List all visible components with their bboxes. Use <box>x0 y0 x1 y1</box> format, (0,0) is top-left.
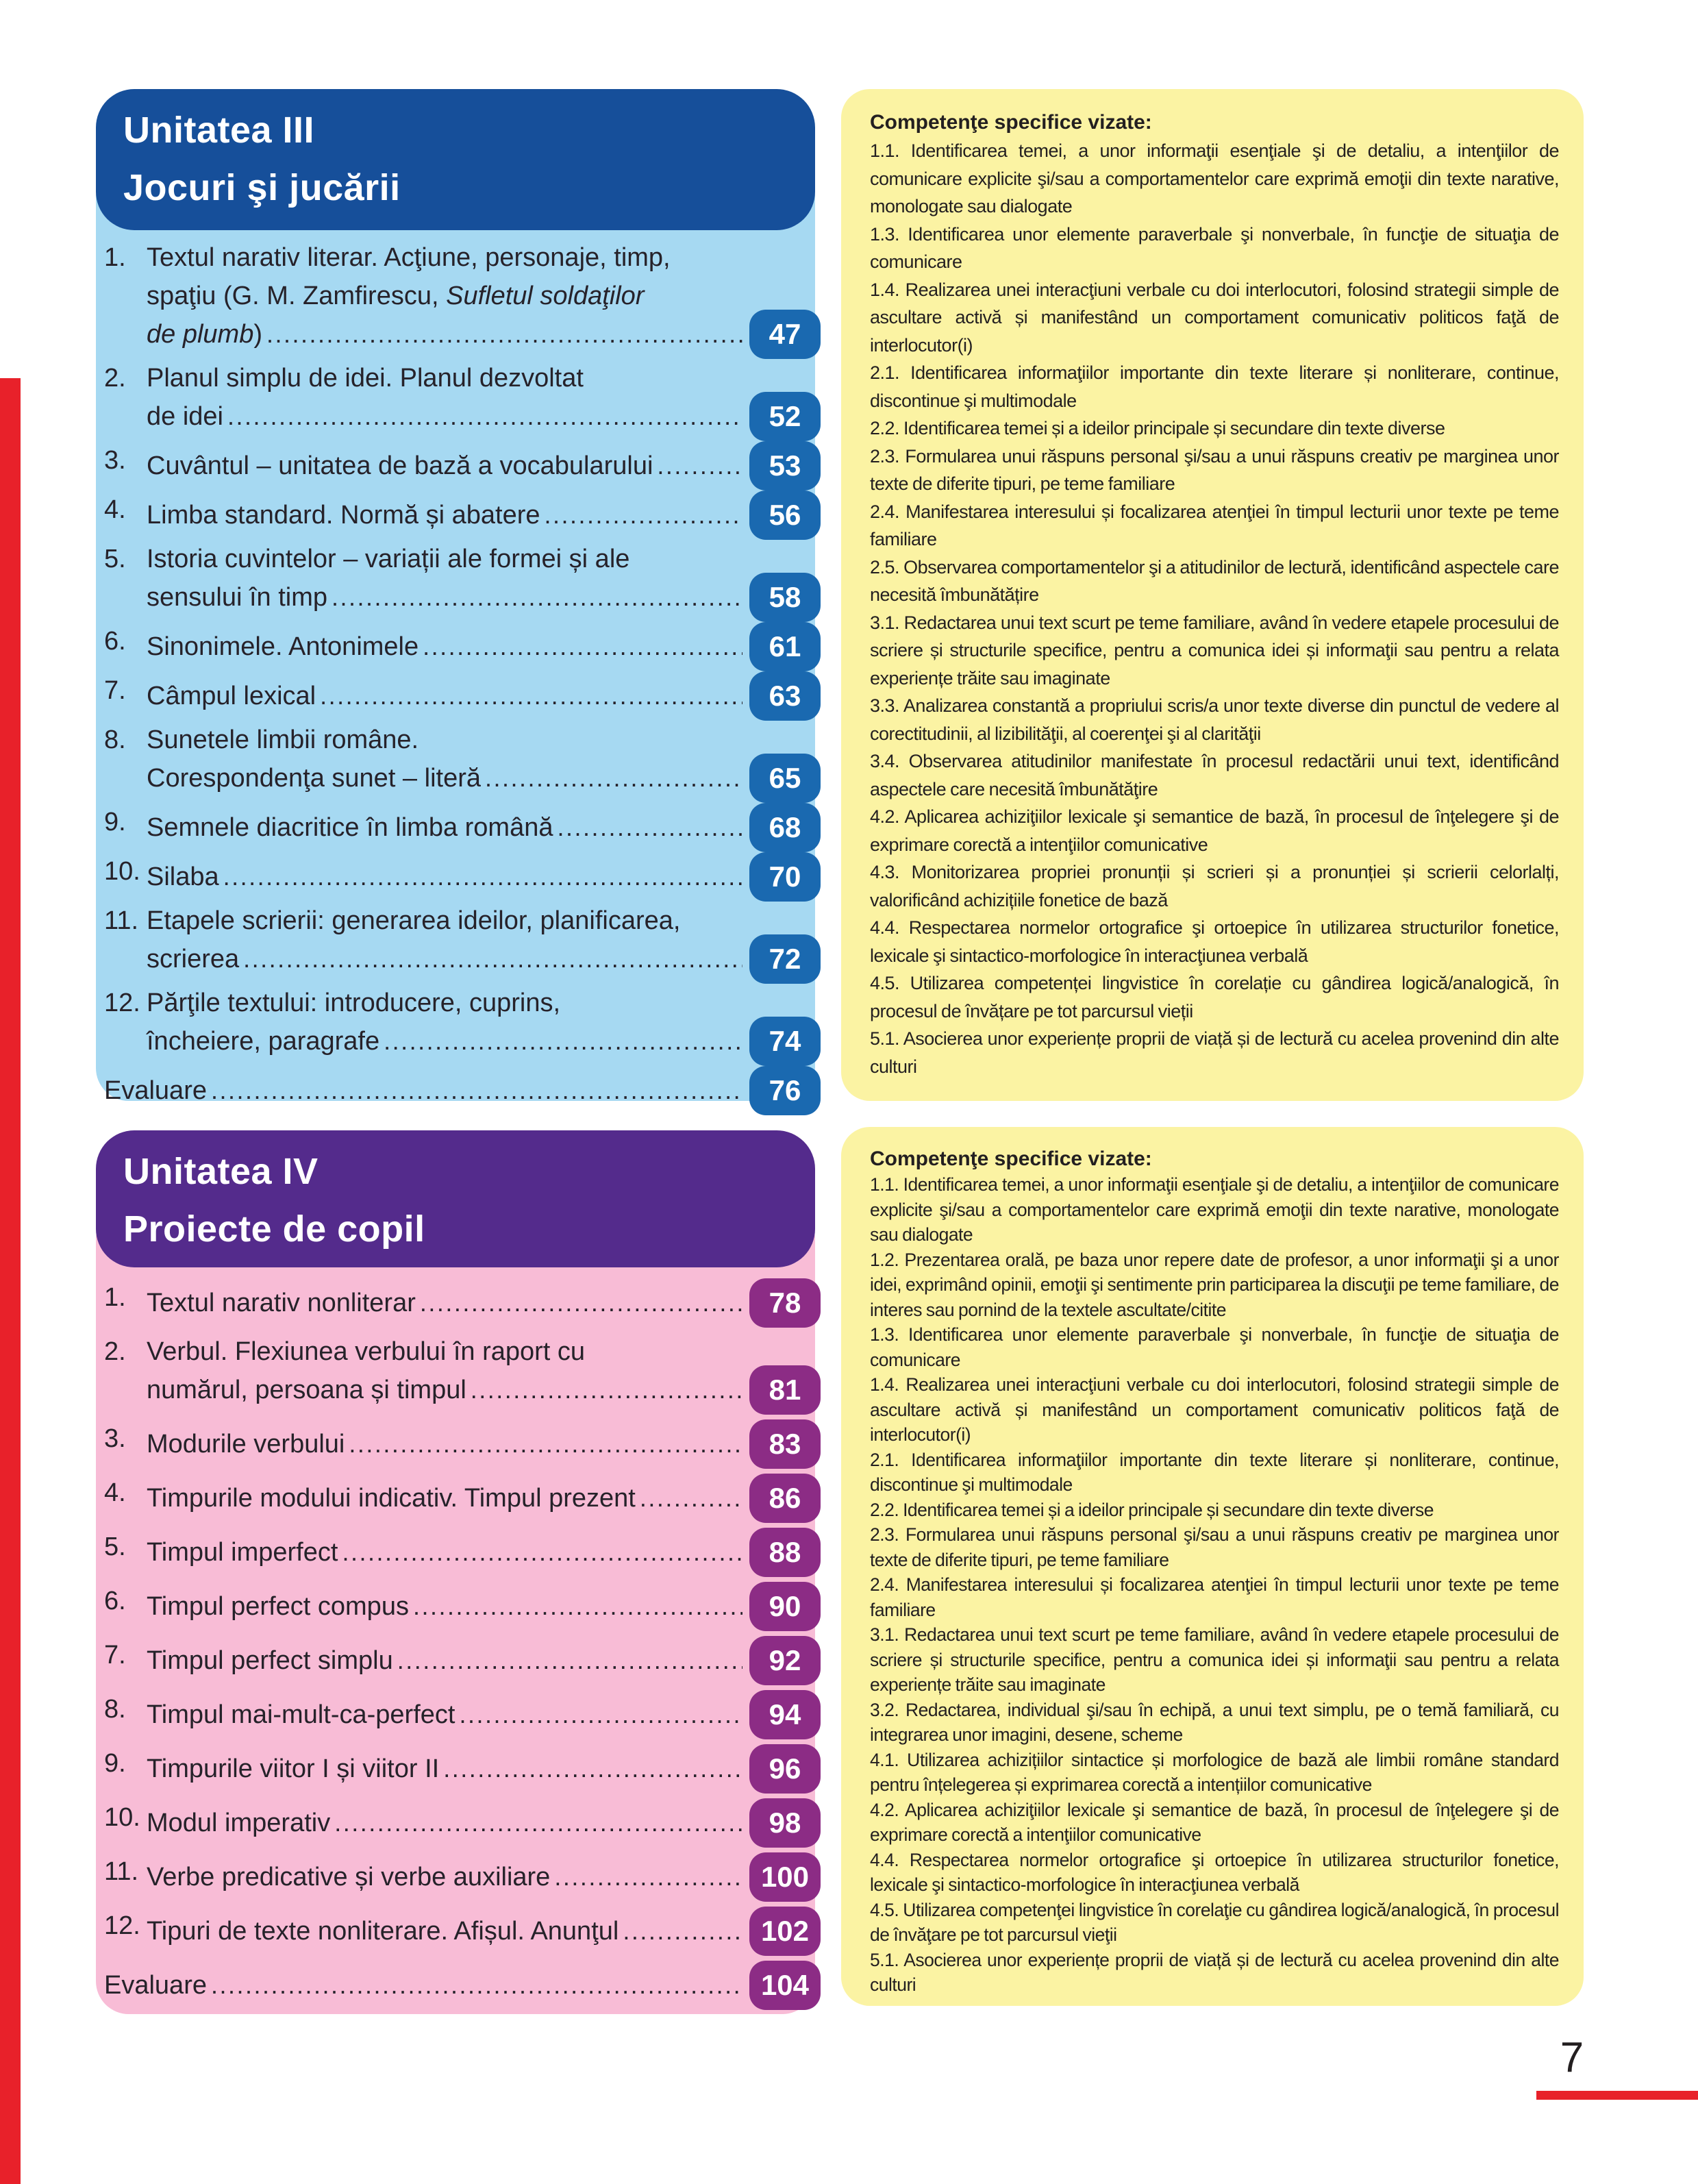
toc-item[interactable] <box>104 1961 821 2005</box>
toc-item-title: Câmpul lexical ..... <box>147 677 748 715</box>
toc-item-number: 5. <box>104 545 126 573</box>
toc-item-title: Limba standard. Normă și abatere ..... <box>147 496 748 534</box>
toc-item-title: Cuvântul – unitatea de bază a vocabularului ..... <box>147 447 748 485</box>
dot-leader <box>349 1425 742 1463</box>
toc-item-number: 11. <box>104 906 139 935</box>
toc-item-title: Istoria cuvintelor – variații ale formei și ale sensului în timp ..... <box>147 540 748 617</box>
toc-item[interactable] <box>104 1582 821 1626</box>
page-number-badge: 70 <box>749 852 821 902</box>
unit4-header <box>96 1130 815 1267</box>
page-number-badge: 47 <box>749 310 821 359</box>
dot-leader <box>384 1022 742 1060</box>
dot-leader <box>320 677 742 715</box>
toc-item-number: 11. <box>104 1857 139 1886</box>
page-number-badge: 63 <box>749 671 821 721</box>
competence-entry: 4.4. Respectarea normelor ortografice şi ortoepice în utilizarea structurilor fonetice, lexicale şi sintactico-morfologice în interacţiunea verbală <box>870 917 1559 966</box>
toc-item-number: 2. <box>104 364 126 393</box>
toc-item-title: Textul narativ literar. Acţiune, personaje, timp, spaţiu (G. M. Zamfirescu, Sufletul soldaţilor de plumb) ..... <box>147 238 748 353</box>
competence-entry: 2.1. Identificarea informaţiilor importante din texte literare și nonliterare, continue, discontinue şi multimodale <box>870 362 1559 411</box>
toc-item-number: 4. <box>104 1478 126 1507</box>
page-number-badge: 92 <box>749 1636 821 1685</box>
page-number-badge: 98 <box>749 1798 821 1848</box>
toc-item[interactable] <box>104 1744 821 1788</box>
page-number-badge: 76 <box>749 1066 821 1115</box>
page-number-badge: 56 <box>749 491 821 540</box>
dot-leader <box>554 1858 742 1896</box>
competence-entry: 3.2. Redactarea, individual şi/sau în echipă, a unui text simplu, pe o temă familiară, cu integrarea unor imagini, desene, scheme <box>870 1699 1559 1745</box>
toc-item-number: 2. <box>104 1337 126 1366</box>
toc-item[interactable] <box>104 1278 821 1322</box>
page-number-badge: 65 <box>749 754 821 803</box>
competence-entry: 1.4. Realizarea unei interacţiuni verbale cu doi interlocutori, folosind strategii simple de ascultare activă și manifestând un comportament comunicativ politicos faţă de interlocutor(i) <box>870 279 1559 356</box>
toc-item-number: 8. <box>104 725 126 754</box>
toc-item[interactable] <box>104 1332 821 1409</box>
competence-entry: 2.3. Formularea unui răspuns personal şi/sau a unui răspuns creativ pe marginea unor texte de diferite tipuri, pe teme familiare <box>870 445 1559 494</box>
unit3-header <box>96 89 815 230</box>
competence-entry: 4.1. Utilizarea achizițiilor sintactice și morfologice de bază ale limbii române standard pentru înțelegerea și exprimarea corectă a intențiilor comunicative <box>870 1749 1559 1795</box>
competence-entry: 2.2. Identificarea temei și a ideilor principale și secundare din texte diverse <box>870 1499 1434 1520</box>
page-number-badge: 96 <box>749 1744 821 1794</box>
toc-item-number: 3. <box>104 1424 126 1453</box>
unit3-title: Unitatea III <box>123 110 315 151</box>
toc-item-title: Silaba ..... <box>147 858 748 896</box>
unit4-subtitle: Proiecte de copil <box>123 1208 425 1250</box>
page-number-badge: 53 <box>749 441 821 491</box>
page-number: 7 <box>1560 2034 1584 2081</box>
toc-item[interactable] <box>104 1419 821 1463</box>
toc-item[interactable] <box>104 441 821 485</box>
toc-item[interactable] <box>104 491 821 534</box>
toc-item-title: Semnele diacritice în limba română ..... <box>147 808 748 847</box>
competence-entry: 2.4. Manifestarea interesului și focalizarea atenţiei în timpul lecturii unor texte pe teme familiare <box>870 1574 1559 1620</box>
unit3-competences-list <box>870 137 1559 1080</box>
dot-leader <box>657 447 742 485</box>
page-number-badge: 100 <box>749 1852 821 1902</box>
competences-title: Competenţe specifice vizate: <box>870 111 1152 134</box>
toc-item-number: 6. <box>104 1587 126 1615</box>
toc-item-number: 7. <box>104 676 126 705</box>
toc-item-number: 1. <box>104 243 126 272</box>
toc-item[interactable] <box>104 1474 821 1517</box>
unit4-section <box>96 1130 815 2014</box>
dot-leader <box>623 1912 742 1950</box>
competence-entry: 2.5. Observarea comportamentelor şi a atitudinilor de lectură, identificând aspectele care necesită îmbunătățire <box>870 556 1559 605</box>
toc-item[interactable] <box>104 1907 821 1950</box>
toc-item[interactable] <box>104 238 821 353</box>
toc-item[interactable] <box>104 803 821 847</box>
competence-entry: 3.1. Redactarea unui text scurt pe teme familiare, având în vedere etapele procesului de scriere și structurile specifice, pentru a comunica idei și informaţii sau pentru a relata experiențe trăite sau imaginate <box>870 612 1559 688</box>
page-number-badge: 74 <box>749 1017 821 1066</box>
toc-item-title: Evaluare ..... <box>104 1966 748 2005</box>
toc-item-number: 9. <box>104 808 126 836</box>
dot-leader <box>459 1696 742 1734</box>
dot-leader <box>471 1371 742 1409</box>
page-number-badge: 104 <box>749 1961 821 2010</box>
competences-title: Competenţe specifice vizate: <box>870 1147 1152 1170</box>
dot-leader <box>558 808 743 847</box>
competence-entry: 1.1. Identificarea temei, a unor informaţii esenţiale şi de detaliu, a intenţiilor de comunicare explicite şi/sau a comportamentelor care exprimă emoţii din texte narative, monologate sau dialogate <box>870 140 1559 216</box>
competence-entry: 2.4. Manifestarea interesului și focalizarea atenţiei în timpul lecturii unor texte pe teme familiare <box>870 501 1559 549</box>
toc-item-title: Timpurile modului indicativ. Timpul prezent ..... <box>147 1479 748 1517</box>
dot-leader <box>223 858 742 896</box>
toc-item-title: Verbe predicative și verbe auxiliare ..... <box>147 1858 748 1896</box>
competence-entry: 4.3. Monitorizarea propriei pronunții și scrieri și a pronunției și scrierii celorlalți, valorificând achizițiile fonetice de bază <box>870 862 1559 910</box>
dot-leader <box>485 759 742 797</box>
dot-leader <box>443 1750 742 1788</box>
toc-item[interactable] <box>104 540 821 617</box>
page-number-badge: 78 <box>749 1278 821 1328</box>
toc-item[interactable] <box>104 721 821 797</box>
toc-item-title: Timpul mai-mult-ca-perfect ..... <box>147 1696 748 1734</box>
competence-entry: 1.1. Identificarea temei, a unor informaţii esenţiale şi de detaliu, a intenţiilor de comunicare explicite şi/sau a comportamentelor care exprimă emoţii din texte narative, monologate sau dialogate <box>870 1174 1559 1245</box>
dot-leader <box>332 578 742 617</box>
unit3-competences-box <box>841 89 1584 1101</box>
toc-item[interactable] <box>104 852 821 896</box>
page-number-badge: 102 <box>749 1907 821 1956</box>
left-red-bleed-bar <box>0 378 21 2184</box>
competence-entry: 3.4. Observarea atitudinilor manifestate în procesul redactării unui text, identificând aspectele care necesită îmbunătăţire <box>870 751 1559 799</box>
toc-item-number: 5. <box>104 1532 126 1561</box>
toc-item[interactable] <box>104 671 821 715</box>
toc-item[interactable] <box>104 359 821 436</box>
unit3-toc-list <box>104 238 821 1110</box>
competence-entry: 5.1. Asocierea unor experiențe proprii de viață și de lectură cu acelea provenind din alte culturi <box>870 1949 1559 1995</box>
dot-leader <box>243 940 742 978</box>
toc-item-title: Verbul. Flexiunea verbului în raport cu numărul, persoana și timpul ..... <box>147 1332 748 1409</box>
dot-leader <box>211 1966 742 2005</box>
page-number-badge: 72 <box>749 934 821 984</box>
toc-item[interactable] <box>104 1066 821 1110</box>
toc-item-title: Tipuri de texte nonliterare. Afișul. Anunţul ..... <box>147 1912 748 1950</box>
toc-item-title: Timpul imperfect ..... <box>147 1533 748 1572</box>
toc-item-number: 8. <box>104 1695 126 1724</box>
toc-item[interactable] <box>104 622 821 666</box>
toc-item-number: 10. <box>104 1803 140 1832</box>
page-number-badge: 52 <box>749 392 821 441</box>
unit3-subtitle: Jocuri şi jucării <box>123 167 401 208</box>
page-number-badge: 94 <box>749 1690 821 1739</box>
dot-leader <box>211 1071 742 1110</box>
unit3-section <box>96 89 815 1106</box>
competence-entry: 3.3. Analizarea constantă a propriului scris/a unor texte diverse din punctul de vedere al corectitudinii, al lizibilităţii, al coerenţei şi al clarităţii <box>870 695 1559 744</box>
page-number-badge: 58 <box>749 573 821 622</box>
unit4-title: Unitatea IV <box>123 1151 319 1192</box>
toc-item-title: Timpurile viitor I și viitor II ..... <box>147 1750 748 1788</box>
toc-item-title: Planul simplu de idei. Planul dezvoltat de idei ..... <box>147 359 748 436</box>
competence-entry: 2.3. Formularea unui răspuns personal şi/sau a unui răspuns creativ pe marginea unor texte de diferite tipuri, pe teme familiare <box>870 1524 1559 1570</box>
dot-leader <box>420 1284 742 1322</box>
toc-item-number: 3. <box>104 446 126 475</box>
toc-item[interactable] <box>104 1528 821 1572</box>
toc-item-title: Etapele scrierii: generarea ideilor, planificarea, scrierea ..... <box>147 902 748 978</box>
competence-entry: 1.4. Realizarea unei interacţiuni verbale cu doi interlocutori, folosind strategii simple de ascultare activă și manifestând un comportament comunicativ politicos faţă de interlocutor(i) <box>870 1374 1559 1445</box>
dot-leader <box>266 315 742 353</box>
toc-item-number: 7. <box>104 1641 126 1670</box>
toc-item-title: Textul narativ nonliterar ..... <box>147 1284 748 1322</box>
competence-entry: 1.3. Identificarea unor elemente paraverbale şi nonverbale, în funcţie de situaţia de comunicare <box>870 223 1559 272</box>
dot-leader <box>334 1804 742 1842</box>
toc-item-title: Timpul perfect simplu ..... <box>147 1641 748 1680</box>
unit4-competences-box <box>841 1127 1584 2006</box>
competence-entry: 3.1. Redactarea unui text scurt pe teme familiare, având în vedere etapele procesului de scriere și structurile specifice, pentru a comunica idei și informaţii sau pentru a relata experiențe trăite sau imaginate <box>870 1624 1559 1695</box>
dot-leader <box>413 1587 742 1626</box>
toc-item-number: 4. <box>104 495 126 524</box>
page-number-badge: 83 <box>749 1419 821 1469</box>
competence-entry: 2.1. Identificarea informaţiilor importante din texte literare și nonliterare, continue, discontinue şi multimodale <box>870 1449 1559 1495</box>
toc-item[interactable] <box>104 902 821 978</box>
toc-item[interactable] <box>104 1798 821 1842</box>
page-number-rule <box>1536 2091 1698 2100</box>
dot-leader <box>423 628 742 666</box>
toc-item[interactable] <box>104 1852 821 1896</box>
toc-item-title: Timpul perfect compus ..... <box>147 1587 748 1626</box>
competence-entry: 1.3. Identificarea unor elemente paraverbale şi nonverbale, în funcţie de situaţia de comunicare <box>870 1324 1559 1370</box>
toc-item-number: 1. <box>104 1283 126 1312</box>
competence-entry: 4.2. Aplicarea achiziţiilor lexicale şi semantice de bază, în procesul de înţelegere şi de exprimare corectă a intenţiilor comunicative <box>870 1799 1559 1845</box>
competence-entry: 4.2. Aplicarea achiziţiilor lexicale şi semantice de bază, în procesul de înţelegere şi de exprimare corectă a intenţiilor comunicative <box>870 806 1559 855</box>
toc-item[interactable] <box>104 1636 821 1680</box>
toc-item-number: 10. <box>104 857 140 886</box>
dot-leader <box>640 1479 742 1517</box>
toc-item-title: Sinonimele. Antonimele ..... <box>147 628 748 666</box>
page-number-badge: 90 <box>749 1582 821 1631</box>
page-number-badge: 68 <box>749 803 821 852</box>
competence-entry: 2.2. Identificarea temei și a ideilor principale și secundare din texte diverse <box>870 418 1445 438</box>
toc-item-title: Sunetele limbii române. Corespondenţa sunet – literă ..... <box>147 721 748 797</box>
toc-item-number: 6. <box>104 627 126 656</box>
page-number-badge: 81 <box>749 1365 821 1415</box>
page-number-badge: 61 <box>749 622 821 671</box>
competence-entry: 4.5. Utilizarea competenței lingvistice în corelație cu gândirea logică/analogică, în procesul de învățare pe tot parcursul vieții <box>870 973 1559 1021</box>
competence-entry: 4.4. Respectarea normelor ortografice şi ortoepice în utilizarea structurilor fonetice, lexicale şi sintactico-morfologice în interacţiunea verbală <box>870 1849 1559 1895</box>
dot-leader <box>227 397 742 436</box>
unit4-competences-list <box>870 1172 1559 1998</box>
dot-leader <box>397 1641 742 1680</box>
toc-item-title: Modurile verbului ..... <box>147 1425 748 1463</box>
competence-entry: 1.2. Prezentarea orală, pe baza unor repere date de profesor, a unor informaţii şi a unor idei, exprimând opinii, emoţii şi sentimente prin participarea la discuţii pe teme familiare, de interes sau pornind de la textele ascultate/citite <box>870 1249 1559 1320</box>
page-number-badge: 86 <box>749 1474 821 1523</box>
toc-item-number: 9. <box>104 1749 126 1778</box>
page-number-badge: 88 <box>749 1528 821 1577</box>
dot-leader <box>342 1533 742 1572</box>
toc-item[interactable] <box>104 984 821 1060</box>
toc-item-title: Părţile textului: introducere, cuprins, încheiere, paragrafe ..... <box>147 984 748 1060</box>
toc-item-number: 12. <box>104 989 140 1017</box>
unit4-toc-list <box>104 1278 821 2005</box>
toc-item[interactable] <box>104 1690 821 1734</box>
competence-entry: 4.5. Utilizarea competenţei lingvistice în corelaţie cu gândirea logică/analogică, în procesul de învăţare pe tot parcursul vieţii <box>870 1899 1559 1945</box>
toc-item-number: 12. <box>104 1911 140 1940</box>
dot-leader <box>545 496 742 534</box>
toc-item-title: Modul imperativ ..... <box>147 1804 748 1842</box>
toc-item-title: Evaluare ..... <box>104 1071 748 1110</box>
competence-entry: 5.1. Asocierea unor experiențe proprii de viață și de lectură cu acelea provenind din alte culturi <box>870 1028 1559 1077</box>
